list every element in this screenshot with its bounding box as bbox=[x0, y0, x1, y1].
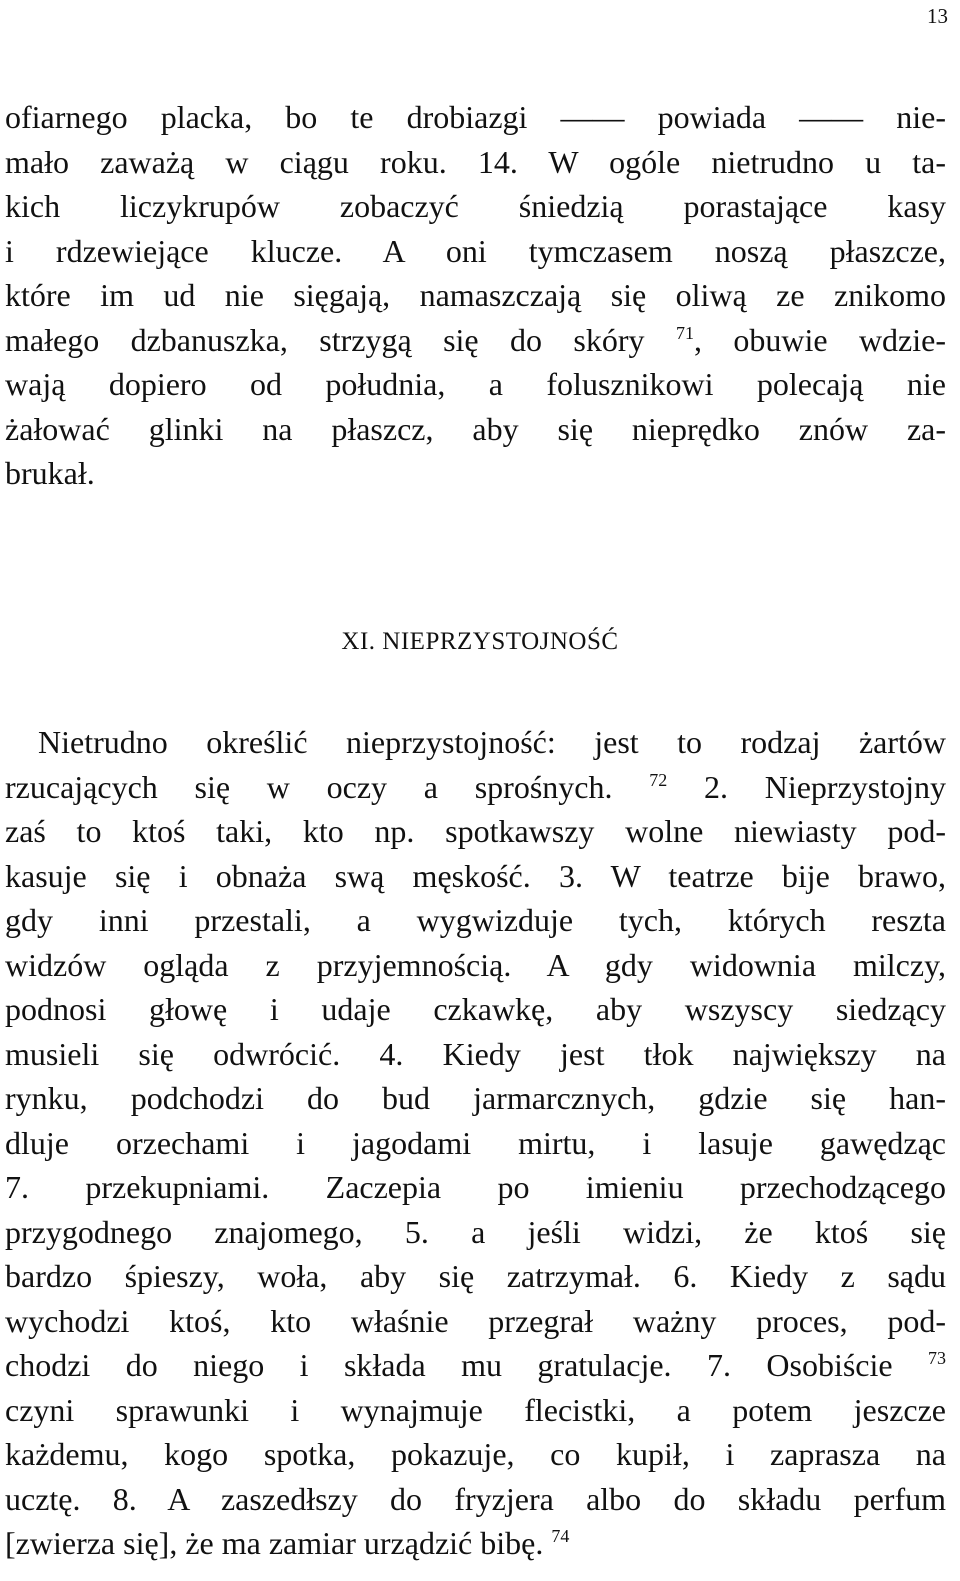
text-line: kasuje się i obnaża swą męskość. 3. W teatrze bije brawo, bbox=[5, 857, 946, 894]
text-segment: chodzi do niego i składa mu gratulacje. 7. Osobiście bbox=[5, 1347, 928, 1383]
text-line: i rdzewiejące klucze. A oni tymczasem noszą płaszcze, bbox=[5, 232, 946, 269]
text-segment: małego dzbanuszka, strzygą się do skóry bbox=[5, 321, 676, 358]
text-line: przygodnego znajomego, 5. a jeśli widzi, że ktoś się bbox=[5, 1213, 946, 1250]
text-line: czyni sprawunki i wynajmuje flecistki, a potem jeszcze bbox=[5, 1391, 946, 1428]
text-line: 7. przekupniami. Zaczepia po imieniu przechodzącego bbox=[5, 1169, 946, 1205]
text-line: kich liczykrupów zobaczyć śniedzią porastające kasy bbox=[5, 188, 946, 224]
page-number: 13 bbox=[927, 4, 948, 28]
text-line: gdy inni przestali, a wygwizduje tych, których reszta bbox=[5, 902, 946, 938]
text-segment: , obuwie wdzie- bbox=[693, 321, 947, 358]
text-line bbox=[5, 765, 946, 810]
text-line: brukał. bbox=[5, 455, 95, 491]
text-segment: [zwierza się], że ma zamiar urządzić bibę. bbox=[5, 1525, 552, 1561]
text-line: każdemu, kogo spotka, pokazuje, co kupił, i zaprasza na bbox=[5, 1436, 946, 1472]
paragraph bbox=[5, 95, 946, 496]
text-line: Nietrudno określić nieprzystojność: jest to rodzaj żartów bbox=[38, 724, 946, 760]
footnote-marker: 73 bbox=[928, 1348, 946, 1368]
text-line bbox=[5, 318, 946, 363]
text-line bbox=[5, 1521, 946, 1566]
text-line: musieli się odwrócić. 4. Kiedy jest tłok największy na bbox=[5, 1035, 946, 1072]
text-line: podnosi głowę i udaje czkawkę, aby wszyscy siedzący bbox=[5, 991, 946, 1027]
text-line: rynku, podchodzi do bud jarmarcznych, gdzie się han- bbox=[5, 1080, 946, 1116]
footnote-marker: 72 bbox=[649, 769, 668, 790]
footnote-marker: 71 bbox=[675, 322, 694, 343]
text-line: ucztę. 8. A zaszedłszy do fryzjera albo do składu perfum bbox=[5, 1480, 946, 1517]
text-segment: rzucających się w oczy a sprośnych. bbox=[5, 768, 650, 805]
text-line: żałować glinki na płaszcz, aby się nieprędko znów za- bbox=[5, 410, 946, 447]
text-line: ofiarnego placka, bo te drobiazgi —— powiada —— nie- bbox=[5, 99, 946, 135]
text-line: wają dopiero od południa, a folusznikowi polecają nie bbox=[5, 366, 946, 402]
text-line: zaś to ktoś taki, kto np. spotkawszy wolne niewiasty pod- bbox=[5, 813, 946, 849]
text-line: dluje orzechami i jagodami mirtu, i lasuje gawędząc bbox=[5, 1124, 946, 1161]
chapter-heading: XI. NIEPRZYSTOJNOŚĆ bbox=[341, 628, 619, 655]
text-line: widzów ogląda z przyjemnością. A gdy widownia milczy, bbox=[5, 946, 946, 983]
text-line bbox=[5, 1343, 946, 1388]
text-line: które im ud nie sięgają, namaszczają się oliwą ze znikomo bbox=[5, 277, 946, 313]
footnote-marker: 74 bbox=[551, 1526, 570, 1546]
text-segment: 2. Nieprzystojny bbox=[667, 768, 947, 805]
text-line: mało zaważą w ciągu roku. 14. W ogóle nietrudno u ta- bbox=[5, 143, 946, 180]
text-line: bardzo śpieszy, woła, aby się zatrzymał. 6. Kiedy z sądu bbox=[5, 1258, 946, 1294]
paragraph bbox=[5, 720, 946, 1566]
text-line: wychodzi ktoś, kto właśnie przegrał ważny proces, pod- bbox=[5, 1302, 946, 1339]
